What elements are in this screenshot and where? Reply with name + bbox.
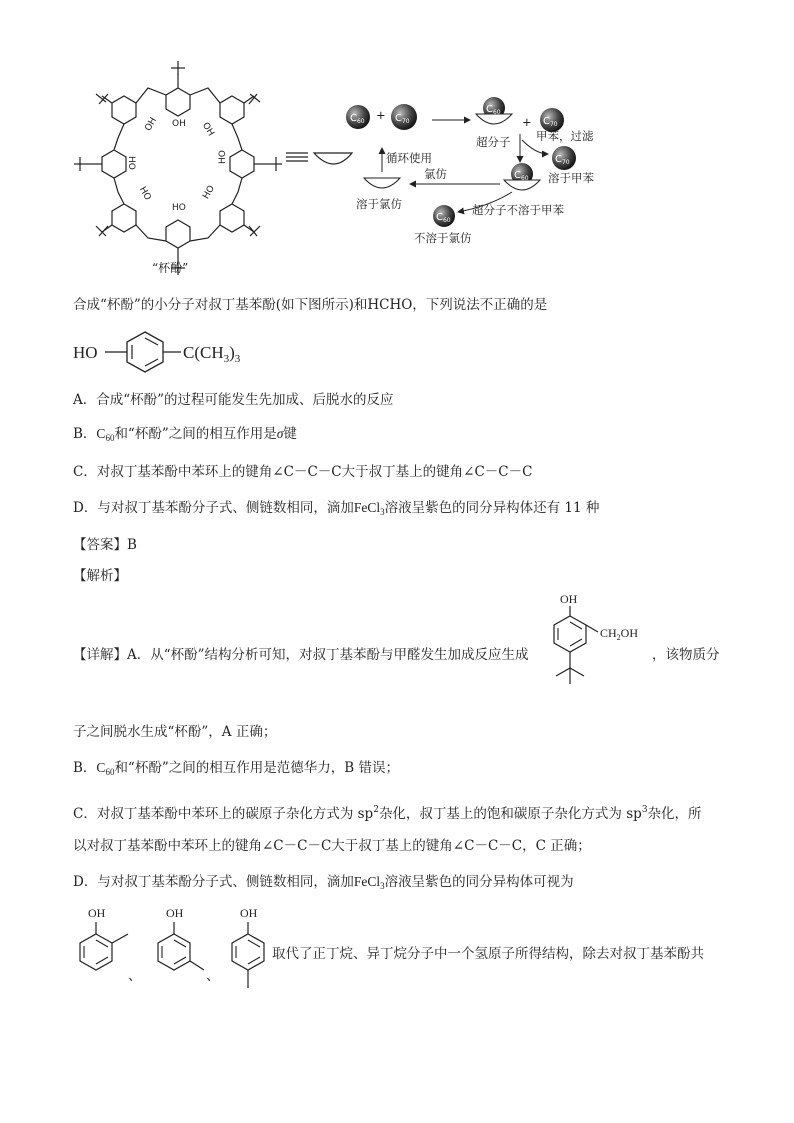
calixarene-structure [66,58,291,280]
question-stem: 合成“杯酚”的小分子对叔丁基苯酚(如下图所示)和HCHO，下列说法不正确的是 [73,297,548,313]
detail-d: D．与对叔丁基苯酚分子式、侧链数相同，滴加FeCl$_3$溶液呈紫色的同分异构体可视为 [73,874,574,891]
insoluble-toluene-label: 超分子不溶于甲苯 [472,203,564,217]
detail-c-line1: C．对叔丁基苯酚中苯环上的碳原子杂化方式为 $sp^2$杂化，叔丁基上的饱和碳原子杂化方式为 $sp^3$杂化，所 [73,805,702,822]
svg-text:C60: $C_{60}$ [486,104,501,116]
svg-text:C70: $C_{70}$ [395,113,410,125]
para-cresol-structure: OH [222,906,282,1001]
svg-text:HO: HO [172,203,186,213]
svg-text:HO: HO [136,185,153,203]
svg-text:C60: $C_{60}$ [514,170,529,182]
ortho-cresol-structure: OH [70,906,140,981]
svg-text:HO: HO [218,150,228,164]
dissolve-chloroform-label: 溶于氯仿 [356,197,402,211]
tert-butylphenol-formula: HO $C(CH_3)_3$ [73,328,273,378]
meta-cresol-structure: OH [148,906,218,981]
option-d: D．与对叔丁基苯酚分子式、侧链数相同，滴加FeCl$_3$溶液呈紫色的同分异构体还有 11 种 [73,500,600,517]
toluene-filter-label: 甲苯，过滤 [536,129,594,143]
separation-scheme [340,96,620,256]
svg-text:C70: $C_{70}$ [543,116,558,128]
svg-text:+: + [376,108,386,122]
recycle-label: 循环使用 [386,151,432,165]
detail-a-tail: ，该物质分 [652,647,720,663]
answer-line: 【答案】B [73,537,137,553]
svg-text:HO: HO [126,156,136,170]
svg-text:C70: $C_{70}$ [555,154,570,166]
option-b: B．$C_{60}$和“杯酚”之间的相互作用是σ键 [73,426,297,443]
svg-text:C60: $C_{60}$ [350,113,365,125]
calixarene-label: “杯酚” [152,261,189,275]
dissolve-toluene-label: 溶于甲苯 [548,171,594,185]
svg-text:+: + [522,115,532,129]
detail-a: 【详解】A．从“杯酚”结构分析可知，对叔丁基苯酚与甲醛发生加成反应生成 [73,647,529,663]
option-a: A．合成“杯酚”的过程可能发生先加成、后脱水的反应 [73,392,394,408]
analysis-heading: 【解析】 [73,568,127,584]
option-c: C．对叔丁基苯酚中苯环上的键角∠C－C－C大于叔丁基上的键角∠C－C－C [73,464,533,480]
svg-text:OH: OH [143,115,159,133]
detail-c-line2: 以对叔丁基苯酚中苯环上的键角∠C－C－C大于叔丁基上的键角∠C－C－C，C 正确； [73,838,591,854]
insoluble-chloroform-label: 不溶于氯仿 [414,231,472,245]
detail-a-line2: 子之间脱水生成“杯酚”，A 正确； [73,724,277,740]
svg-text:HO: HO [201,183,217,201]
chloroform-label: 氯仿 [424,167,447,181]
hydroxymethyl-product: OH $CH_2OH$ [540,592,660,712]
detail-d-tail: 取代了正丁烷、异丁烷分子中一个氢原子所得结构，除去对叔丁基苯酚共 [272,946,704,962]
oh-label: OH [172,119,186,129]
supramolecule-label: 超分子 [476,135,511,149]
detail-b: B．$C_{60}$和“杯酚”之间的相互作用是范德华力，B 错误； [73,760,399,777]
svg-text:C60: $C_{60}$ [436,212,451,224]
svg-text:OH: OH [199,121,216,139]
